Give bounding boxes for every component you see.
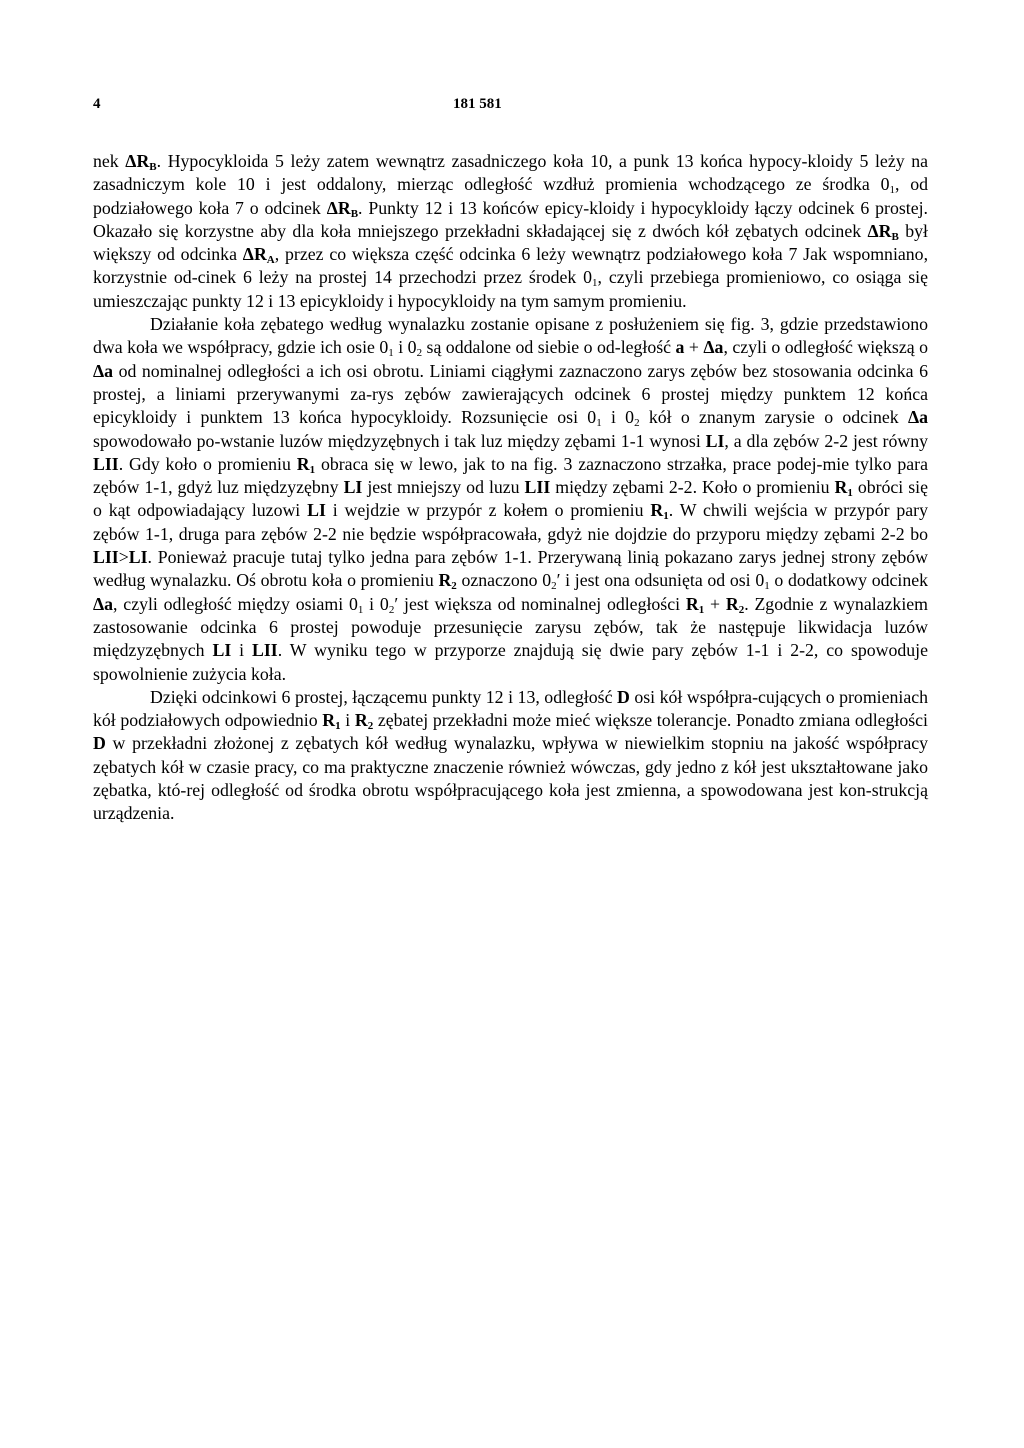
text-segment: 1: [847, 487, 853, 500]
paragraph-3: [93, 686, 928, 826]
text-segment: o dodatkowy odcinek: [769, 570, 928, 591]
text-segment: 2: [416, 347, 423, 360]
text-segment: B: [891, 230, 899, 243]
text-segment: Δa: [93, 360, 114, 381]
text-segment: zębatej przekładni może mieć większe tolerancje. Ponadto zmiana odległości: [373, 710, 928, 731]
text-segment: jest mniejszy od luzu: [362, 477, 525, 498]
text-segment: , a dla zębów 2-2 jest równy: [724, 430, 928, 451]
text-segment: >: [118, 547, 129, 568]
text-segment: . Gdy koło o promieniu: [118, 453, 297, 474]
paragraph-1: [93, 150, 928, 313]
text-segment: w przekładni złożonej z zębatych kół według wynalazku, wpływa w niewielkim stopniu na jakość współpracy zębatych kół w czasie pracy, co ma praktyczne znaczenie również wówczas, gdy jedno z kół jest ukształtowane jako zębatka, któ-rej odległość od środka obrotu współpracującego koła jest zmienna, a spowodowana jest kon-strukcją urządzenia.: [93, 733, 928, 824]
text-segment: ΔR: [867, 220, 892, 241]
text-segment: są oddalone od siebie o od-ległość: [422, 337, 676, 358]
text-segment: ′ i jest ona odsunięta od osi 0: [556, 570, 765, 591]
text-segment: +: [684, 337, 704, 358]
text-segment: LI: [212, 640, 232, 661]
text-segment: B: [350, 207, 359, 220]
text-segment: LII: [93, 547, 119, 568]
text-segment: i: [231, 640, 253, 661]
text-segment: LI: [343, 477, 363, 498]
text-segment: ΔR: [242, 244, 267, 265]
text-segment: . W wyniku tego w przyporze znajdują się dwie pary zębów 1-1 i 2-2, co spowoduje spowolnienie zużycia koła.: [93, 640, 928, 684]
text-segment: 1: [357, 603, 364, 616]
text-segment: . W chwili wejścia w przypór pary zębów 1-1, druga para zębów 2-2 nie będzie współpracowała, gdyż nie dojdzie do przyporu między zębami 2-2 bo: [93, 500, 928, 544]
text-segment: oznaczono 0: [456, 570, 552, 591]
text-segment: 1: [592, 277, 598, 290]
text-segment: R: [322, 710, 336, 731]
text-segment: R: [685, 593, 699, 614]
text-segment: 2: [388, 603, 395, 616]
text-segment: kół o znanym zarysie o odcinek: [639, 407, 908, 428]
text-segment: był większy od odcinka: [93, 220, 928, 265]
patent-number: 181 581: [453, 96, 502, 112]
text-segment: 1: [309, 463, 316, 476]
text-segment: 2: [367, 720, 374, 733]
text-segment: A: [266, 254, 275, 267]
text-segment: B: [149, 161, 157, 173]
text-segment: obraca się w lewo, jak to na fig. 3 zaznaczono strzałka, prace podej-mie tylko para zębów 1-1, gdyż luz międzyzębny: [93, 453, 929, 498]
text-segment: 2: [451, 580, 457, 593]
page-header: [93, 92, 928, 116]
text-segment: osi kół współpra-cujących o promieniach kół podziałowych odpowiednio: [93, 686, 928, 731]
page-number: 4: [93, 96, 101, 112]
text-segment: LI: [705, 430, 725, 451]
text-segment: , przez co większa część odcinka 6 leży wewnątrz podziałowego koła 7 Jak wspomniano, korzystnie od-cinek 6 leży na prostej 14 przechodzi przez środek 0: [93, 244, 929, 288]
text-segment: 1: [889, 184, 895, 197]
text-segment: i 0: [601, 407, 635, 428]
text-segment: między zębami 2-2. Koło o promieniu: [550, 477, 835, 498]
text-segment: ′ jest większa od nominalnej odległości: [394, 593, 686, 614]
text-segment: i 0: [363, 593, 389, 614]
text-segment: R: [650, 500, 664, 521]
text-segment: D: [616, 686, 630, 707]
text-segment: i: [340, 710, 355, 731]
text-segment: ΔR: [326, 197, 351, 218]
text-segment: . Ponieważ pracuje tutaj tylko jedna para zębów 1-1. Przerywaną linią pokazano zarys jednej strony zębów według wynalazku. Oś obrotu koła o promieniu: [93, 547, 928, 591]
text-segment: obróci się o kąt odpowiadający luzowi: [93, 477, 928, 521]
paragraph-2: [93, 313, 928, 686]
text-segment: i wejdzie w przypór z kołem o promieniu: [325, 500, 651, 521]
text-segment: nek: [93, 151, 126, 171]
text-segment: od nominalnej odległości a ich osi obrotu. Liniami ciągłymi zaznaczono zarys zębów bez stosowania odcinka 6 prostej, a liniami przerywanymi za-rys zębów zawierających odcinek 6 prostej między punktem 12 końca epicykloidy i punktem 13 końca hypocykloidy. Rozsunięcie osi 0: [93, 360, 928, 428]
text-segment: R: [354, 710, 368, 731]
text-segment: R: [438, 570, 452, 591]
text-segment: Δa: [703, 337, 724, 358]
body-text: [93, 150, 928, 826]
text-segment: ΔR: [125, 151, 150, 171]
text-segment: 1: [335, 720, 341, 733]
text-segment: 2: [738, 603, 745, 616]
text-segment: 1: [698, 603, 705, 616]
text-segment: Dzięki odcinkowi 6 prostej, łączącemu punkty 12 i 13, odległość: [150, 686, 617, 707]
text-segment: 2: [634, 417, 640, 430]
text-segment: , czyli odległość między osiami 0: [113, 593, 358, 614]
text-segment: 1: [764, 580, 770, 593]
text-segment: 1: [596, 417, 602, 430]
text-segment: LI: [128, 547, 148, 568]
text-segment: . Zgodnie z wynalazkiem zastosowanie odcinka 6 prostej powoduje przesunięcie zarysu zębów, tak że następuje likwidacja luzów międzyzębnych: [93, 593, 928, 661]
text-segment: 1: [663, 510, 669, 523]
text-segment: Δa: [93, 593, 114, 614]
text-segment: Działanie koła zębatego według wynalazku zostanie opisane z posłużeniem się fig. 3, gdzie przedstawiono dwa koła we współpracy, gdzie ich osie 0: [93, 314, 928, 358]
text-segment: , od podziałowego koła 7 o odcinek: [93, 174, 928, 218]
text-segment: R: [834, 477, 848, 498]
text-segment: 2: [551, 580, 557, 593]
text-segment: R: [296, 453, 310, 474]
text-segment: . Punkty 12 i 13 końców epicy-kloidy i hypocykloidy łączy odcinek 6 prostej. Okazało się korzystne aby dla koła mniejszego przekładni składającej się z dwóch kół zębatych odcinek: [93, 197, 928, 241]
text-segment: LI: [307, 500, 326, 521]
text-segment: , czyli przebiega promieniowo, co osiąga się umieszczając punkty 12 i 13 epicykloidy i hypocykloidy na tym samym promieniu.: [93, 267, 928, 311]
text-segment: D: [93, 733, 106, 754]
text-segment: a: [675, 337, 685, 358]
text-segment: LII: [93, 453, 119, 474]
text-segment: R: [725, 593, 739, 614]
text-segment: LII: [252, 640, 278, 661]
text-segment: LII: [524, 477, 551, 498]
text-segment: spowodowało po-wstanie luzów międzyzębnych i tak luz między zębami 1-1 wynosi: [93, 430, 706, 451]
text-segment: , czyli o odległość większą o: [723, 337, 928, 358]
text-segment: . Hypocykloida 5 leży zatem wewnątrz zasadniczego koła 10, a punk 13 końca hypocy-kloidy 5 leży na zasadniczym kole 10 i jest oddalony, mierząc odległość wzdłuż promienia wchodzącego ze środka 0: [93, 151, 928, 195]
text-segment: Δa: [907, 407, 928, 428]
text-segment: 1: [388, 347, 394, 360]
text-segment: +: [704, 593, 726, 614]
text-segment: i 0: [393, 337, 417, 358]
